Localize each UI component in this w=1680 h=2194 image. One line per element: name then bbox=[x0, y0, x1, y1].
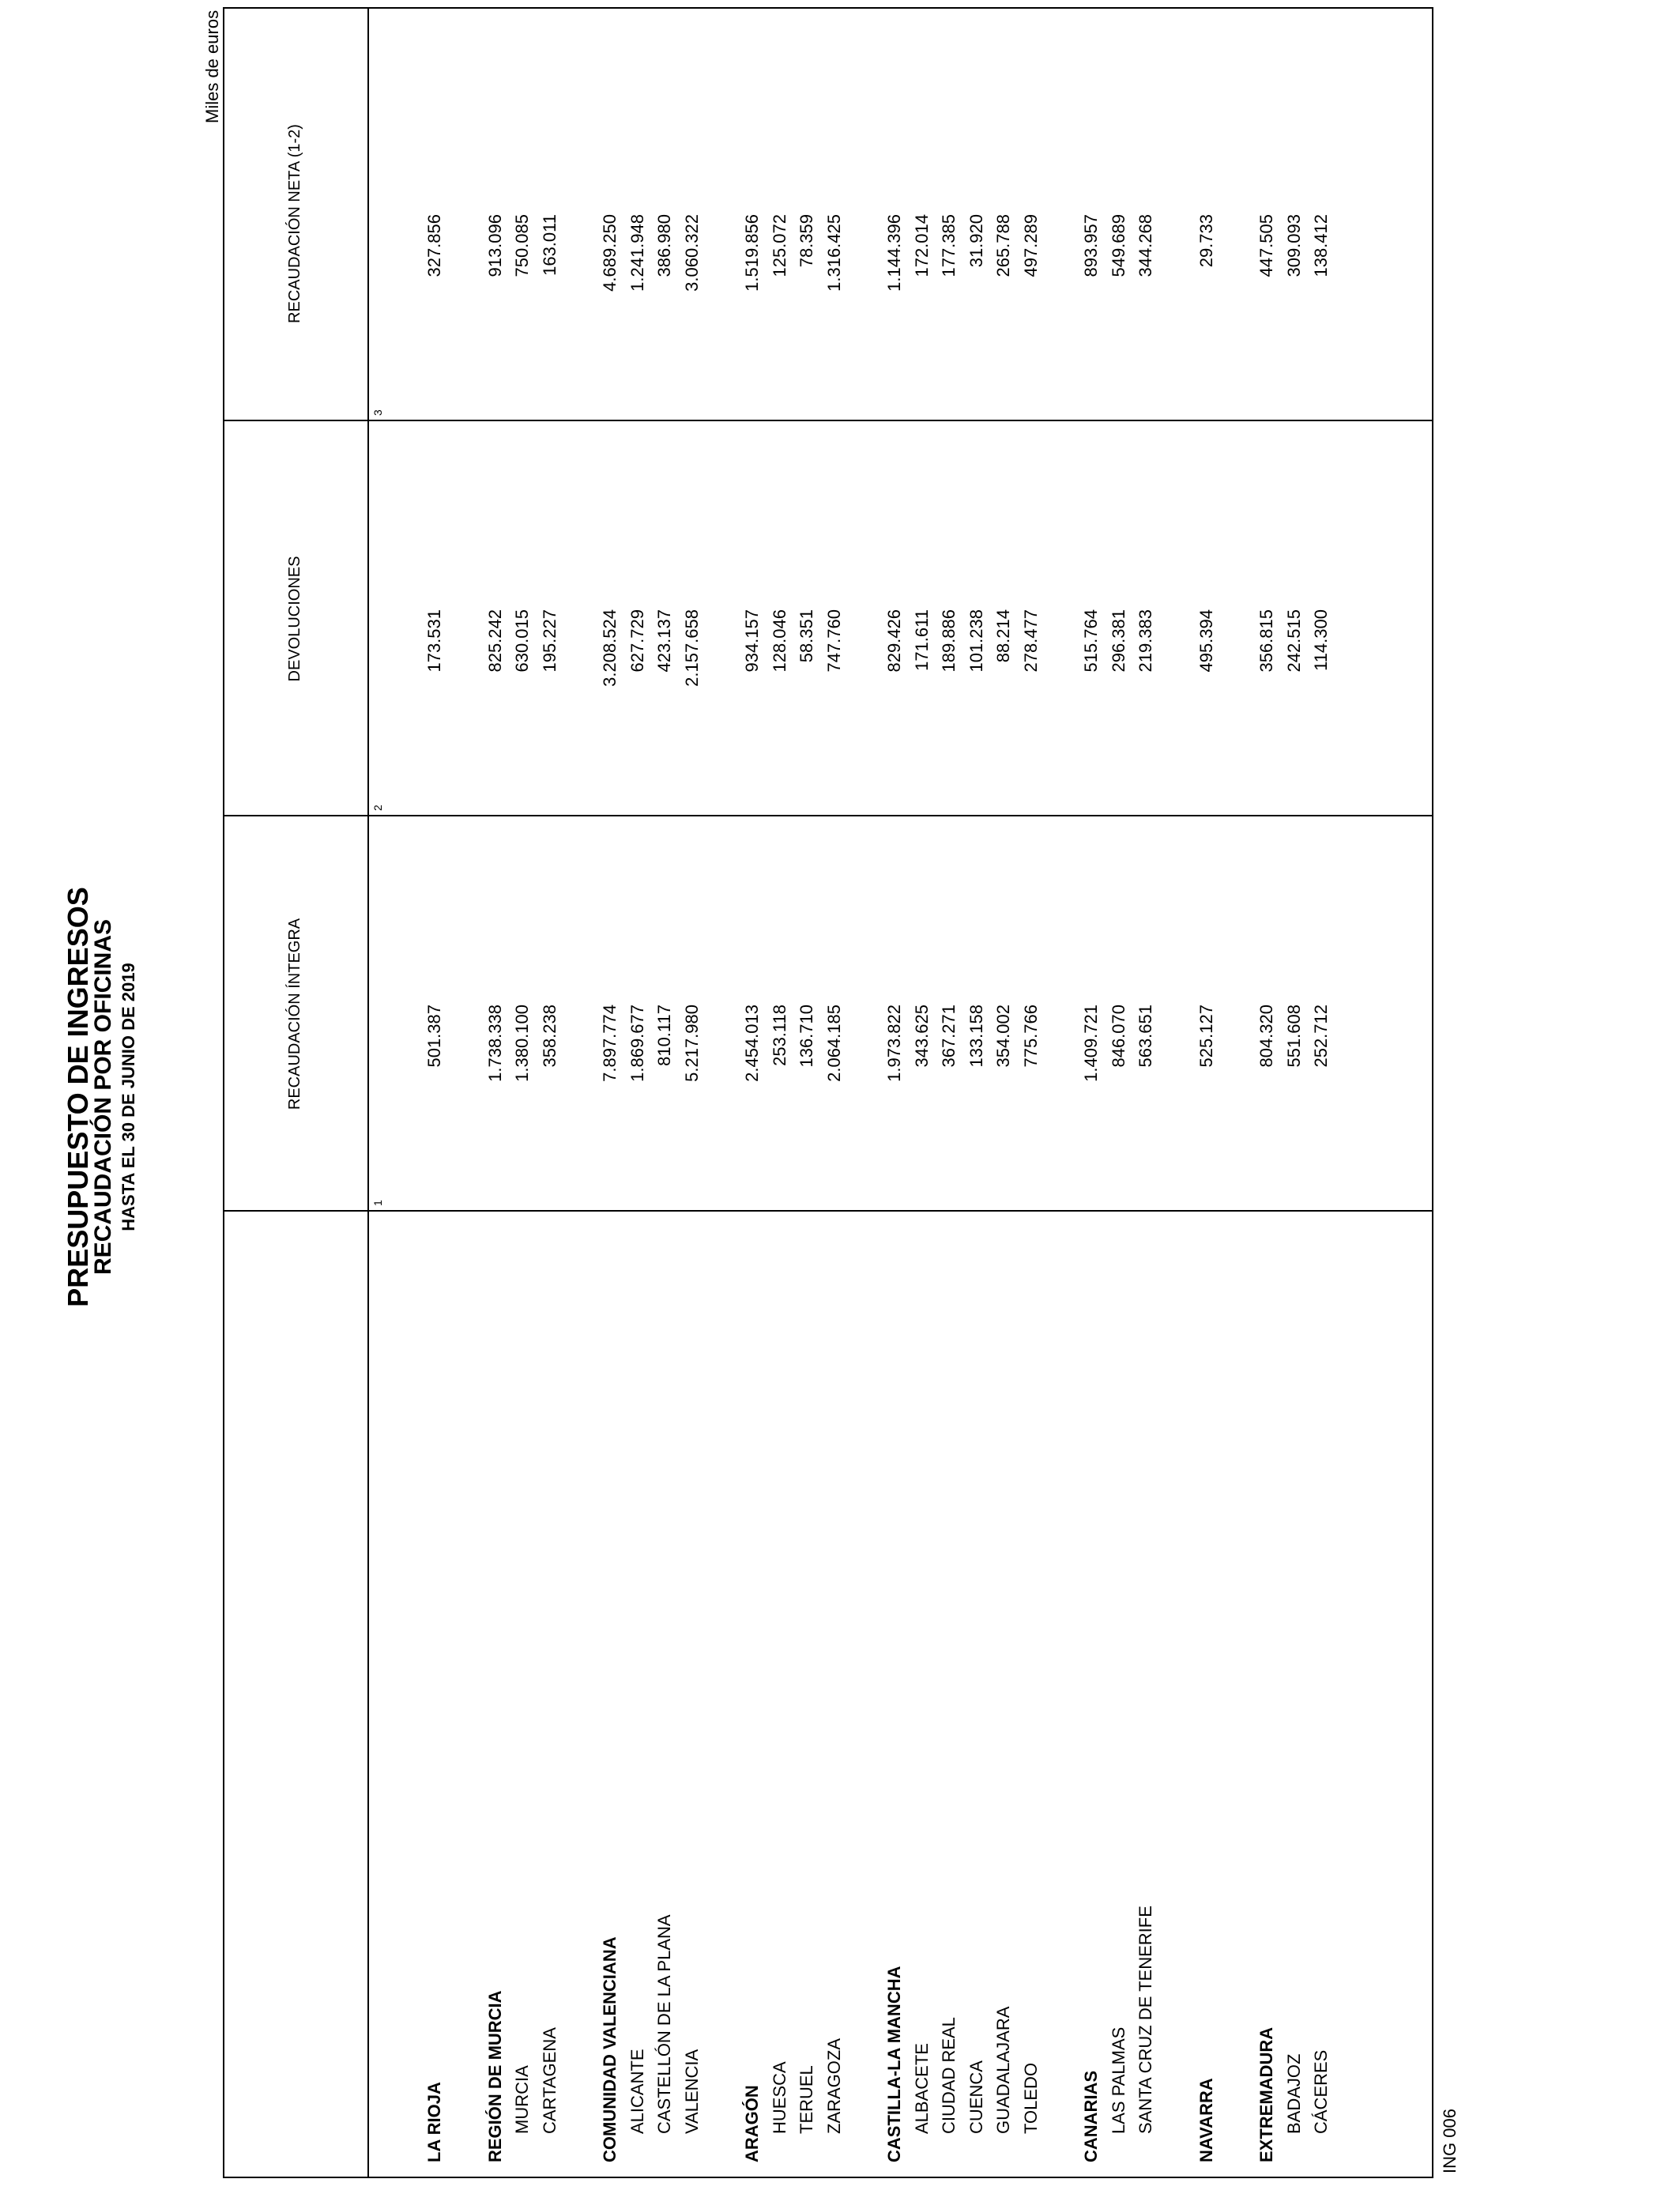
row-office-name: VALENCIA bbox=[681, 2049, 702, 2134]
row-value-neta: 913.096 bbox=[484, 214, 505, 277]
table-row bbox=[936, 0, 962, 2194]
row-office-name: CUENCA bbox=[966, 2060, 986, 2134]
row-value-devoluciones: 627.729 bbox=[627, 609, 647, 673]
table-row bbox=[1132, 0, 1159, 2194]
row-office-name: ZARAGOZA bbox=[823, 2038, 844, 2134]
report-subtitle: RECAUDACIÓN POR OFICINAS bbox=[90, 919, 116, 1276]
col-number-3: 3 bbox=[371, 409, 384, 416]
row-office-name: REGIÓN DE MURCIA bbox=[484, 1990, 505, 2162]
row-value-devoluciones: 495.394 bbox=[1196, 609, 1216, 673]
col-number-1: 1 bbox=[371, 1200, 384, 1206]
row-value-integra: 775.766 bbox=[1020, 1005, 1041, 1068]
table-row bbox=[624, 0, 651, 2194]
row-value-devoluciones: 242.515 bbox=[1283, 609, 1304, 673]
row-value-integra: 1.380.100 bbox=[512, 1005, 532, 1082]
row-value-devoluciones: 58.351 bbox=[797, 609, 816, 663]
row-value-neta: 1.316.425 bbox=[823, 214, 844, 292]
row-value-integra: 253.118 bbox=[769, 1005, 789, 1066]
row-value-integra: 804.320 bbox=[1256, 1005, 1276, 1068]
row-office-name: ARAGÓN bbox=[742, 2085, 762, 2162]
col-header-integra: RECAUDACIÓN ÍNTEGRA bbox=[286, 918, 303, 1110]
table-row bbox=[1308, 0, 1335, 2194]
row-value-neta: 327.856 bbox=[424, 214, 444, 277]
row-value-devoluciones: 747.760 bbox=[823, 609, 844, 673]
table-row bbox=[421, 0, 448, 2194]
row-value-devoluciones: 423.137 bbox=[654, 609, 674, 673]
report-date: HASTA EL 30 DE JUNIO DE 2019 bbox=[119, 963, 138, 1231]
row-value-devoluciones: 173.531 bbox=[424, 609, 444, 673]
row-office-name: GUADALAJARA bbox=[993, 2006, 1013, 2134]
row-value-integra: 7.897.774 bbox=[600, 1005, 620, 1082]
row-value-neta: 177.385 bbox=[939, 214, 959, 277]
row-value-neta: 1.144.396 bbox=[884, 214, 904, 292]
row-value-devoluciones: 296.381 bbox=[1108, 609, 1128, 673]
row-office-name: HUESCA bbox=[769, 2061, 789, 2134]
row-value-integra: 810.117 bbox=[654, 1005, 674, 1066]
col-header-neta: RECAUDACIÓN NETA (1-2) bbox=[286, 124, 303, 323]
row-value-devoluciones: 934.157 bbox=[742, 609, 762, 673]
row-value-integra: 563.651 bbox=[1136, 1005, 1155, 1068]
row-value-integra: 2.454.013 bbox=[742, 1005, 762, 1082]
row-value-integra: 846.070 bbox=[1108, 1005, 1128, 1068]
row-office-name: ALBACETE bbox=[911, 2043, 932, 2134]
row-value-integra: 501.387 bbox=[424, 1005, 444, 1068]
row-value-devoluciones: 278.477 bbox=[1020, 609, 1041, 673]
row-value-integra: 1.869.677 bbox=[627, 1005, 647, 1082]
row-value-neta: 172.014 bbox=[911, 214, 932, 277]
row-value-neta: 265.788 bbox=[993, 214, 1013, 277]
table-row bbox=[767, 0, 793, 2194]
row-value-devoluciones: 630.015 bbox=[512, 609, 532, 673]
row-value-integra: 343.625 bbox=[911, 1005, 932, 1068]
table-row bbox=[509, 0, 536, 2194]
row-value-devoluciones: 219.383 bbox=[1136, 609, 1155, 673]
table-row bbox=[793, 0, 820, 2194]
row-value-integra: 354.002 bbox=[993, 1005, 1013, 1068]
row-value-devoluciones: 2.157.658 bbox=[681, 609, 702, 687]
row-value-neta: 893.957 bbox=[1081, 214, 1101, 277]
row-office-name: TOLEDO bbox=[1020, 2062, 1041, 2134]
table-row bbox=[1018, 0, 1045, 2194]
row-value-neta: 3.060.322 bbox=[681, 214, 702, 292]
row-value-integra: 358.238 bbox=[539, 1005, 559, 1068]
row-value-devoluciones: 171.611 bbox=[911, 609, 932, 671]
row-office-name: CARTAGENA bbox=[539, 2027, 559, 2134]
row-value-devoluciones: 195.227 bbox=[539, 609, 559, 673]
row-office-name: ALICANTE bbox=[627, 2049, 647, 2134]
table-row bbox=[739, 0, 766, 2194]
row-value-neta: 1.241.948 bbox=[627, 214, 647, 292]
row-value-neta: 4.689.250 bbox=[600, 214, 620, 292]
row-value-neta: 497.289 bbox=[1020, 214, 1041, 277]
document-code: ING 006 bbox=[1440, 2109, 1460, 2173]
row-value-integra: 133.158 bbox=[966, 1005, 986, 1068]
table-row bbox=[909, 0, 936, 2194]
row-office-name: MURCIA bbox=[512, 2065, 532, 2134]
row-value-neta: 29.733 bbox=[1196, 214, 1216, 268]
units-label: Miles de euros bbox=[202, 9, 222, 123]
row-value-neta: 1.519.856 bbox=[742, 214, 762, 292]
row-value-neta: 549.689 bbox=[1108, 214, 1128, 277]
row-office-name: LAS PALMAS bbox=[1108, 2026, 1128, 2134]
row-office-name: SANTA CRUZ DE TENERIFE bbox=[1136, 1906, 1155, 2134]
row-value-integra: 367.271 bbox=[939, 1005, 959, 1068]
row-value-neta: 125.072 bbox=[769, 214, 789, 277]
col-number-2: 2 bbox=[371, 805, 384, 811]
row-value-integra: 136.710 bbox=[797, 1005, 816, 1068]
row-office-name: CANARIAS bbox=[1081, 2070, 1101, 2162]
row-value-neta: 344.268 bbox=[1136, 214, 1155, 277]
row-value-neta: 309.093 bbox=[1283, 214, 1304, 277]
table-row bbox=[651, 0, 678, 2194]
row-value-integra: 551.608 bbox=[1283, 1005, 1304, 1068]
table-row bbox=[482, 0, 509, 2194]
table-row bbox=[1281, 0, 1308, 2194]
row-office-name: CASTELLÓN DE LA PLANA bbox=[654, 1914, 674, 2134]
row-value-integra: 252.712 bbox=[1311, 1005, 1331, 1068]
row-office-name: TERUEL bbox=[797, 2065, 816, 2134]
row-value-devoluciones: 825.242 bbox=[484, 609, 505, 673]
row-value-devoluciones: 88.214 bbox=[993, 609, 1013, 663]
table-row bbox=[821, 0, 848, 2194]
row-office-name: BADAJOZ bbox=[1283, 2053, 1304, 2134]
row-value-integra: 1.738.338 bbox=[484, 1005, 505, 1082]
row-value-integra: 5.217.980 bbox=[681, 1005, 702, 1082]
row-value-devoluciones: 515.764 bbox=[1081, 609, 1101, 673]
row-value-integra: 2.064.185 bbox=[823, 1005, 844, 1082]
row-value-devoluciones: 3.208.524 bbox=[600, 609, 620, 687]
header-separator bbox=[367, 7, 369, 2178]
row-value-integra: 1.409.721 bbox=[1081, 1005, 1101, 1082]
row-office-name: LA RIOJA bbox=[424, 2082, 444, 2162]
row-office-name: CÁCERES bbox=[1311, 2049, 1331, 2134]
row-office-name: EXTREMADURA bbox=[1256, 2026, 1276, 2162]
row-value-devoluciones: 101.238 bbox=[966, 609, 986, 673]
row-office-name: NAVARRA bbox=[1196, 2078, 1216, 2162]
table-row bbox=[679, 0, 706, 2194]
row-value-neta: 386.980 bbox=[654, 214, 674, 277]
row-office-name: COMUNIDAD VALENCIANA bbox=[600, 1936, 620, 2162]
table-row bbox=[1078, 0, 1105, 2194]
report-title: PRESUPUESTO DE INGRESOS bbox=[62, 887, 94, 1307]
row-value-neta: 163.011 bbox=[539, 214, 559, 276]
row-value-neta: 750.085 bbox=[512, 214, 532, 277]
row-office-name: CIUDAD REAL bbox=[939, 2017, 959, 2134]
table-row bbox=[881, 0, 908, 2194]
table-row bbox=[963, 0, 990, 2194]
col-header-devoluciones: DEVOLUCIONES bbox=[286, 556, 303, 682]
row-value-devoluciones: 356.815 bbox=[1256, 609, 1276, 673]
row-value-devoluciones: 829.426 bbox=[884, 609, 904, 673]
table-row bbox=[1253, 0, 1280, 2194]
row-value-neta: 447.505 bbox=[1256, 214, 1276, 277]
row-office-name: CASTILLA-LA MANCHA bbox=[884, 1966, 904, 2162]
table-row bbox=[597, 0, 623, 2194]
table-row bbox=[990, 0, 1017, 2194]
row-value-integra: 1.973.822 bbox=[884, 1005, 904, 1082]
table-row bbox=[1106, 0, 1132, 2194]
row-value-devoluciones: 189.886 bbox=[939, 609, 959, 673]
row-value-neta: 31.920 bbox=[966, 214, 986, 268]
row-value-devoluciones: 114.300 bbox=[1311, 609, 1331, 671]
row-value-neta: 138.412 bbox=[1311, 214, 1331, 277]
row-value-devoluciones: 128.046 bbox=[769, 609, 789, 673]
table-row bbox=[537, 0, 563, 2194]
table-row bbox=[1193, 0, 1220, 2194]
row-value-neta: 78.359 bbox=[797, 214, 816, 268]
row-value-integra: 525.127 bbox=[1196, 1005, 1216, 1068]
